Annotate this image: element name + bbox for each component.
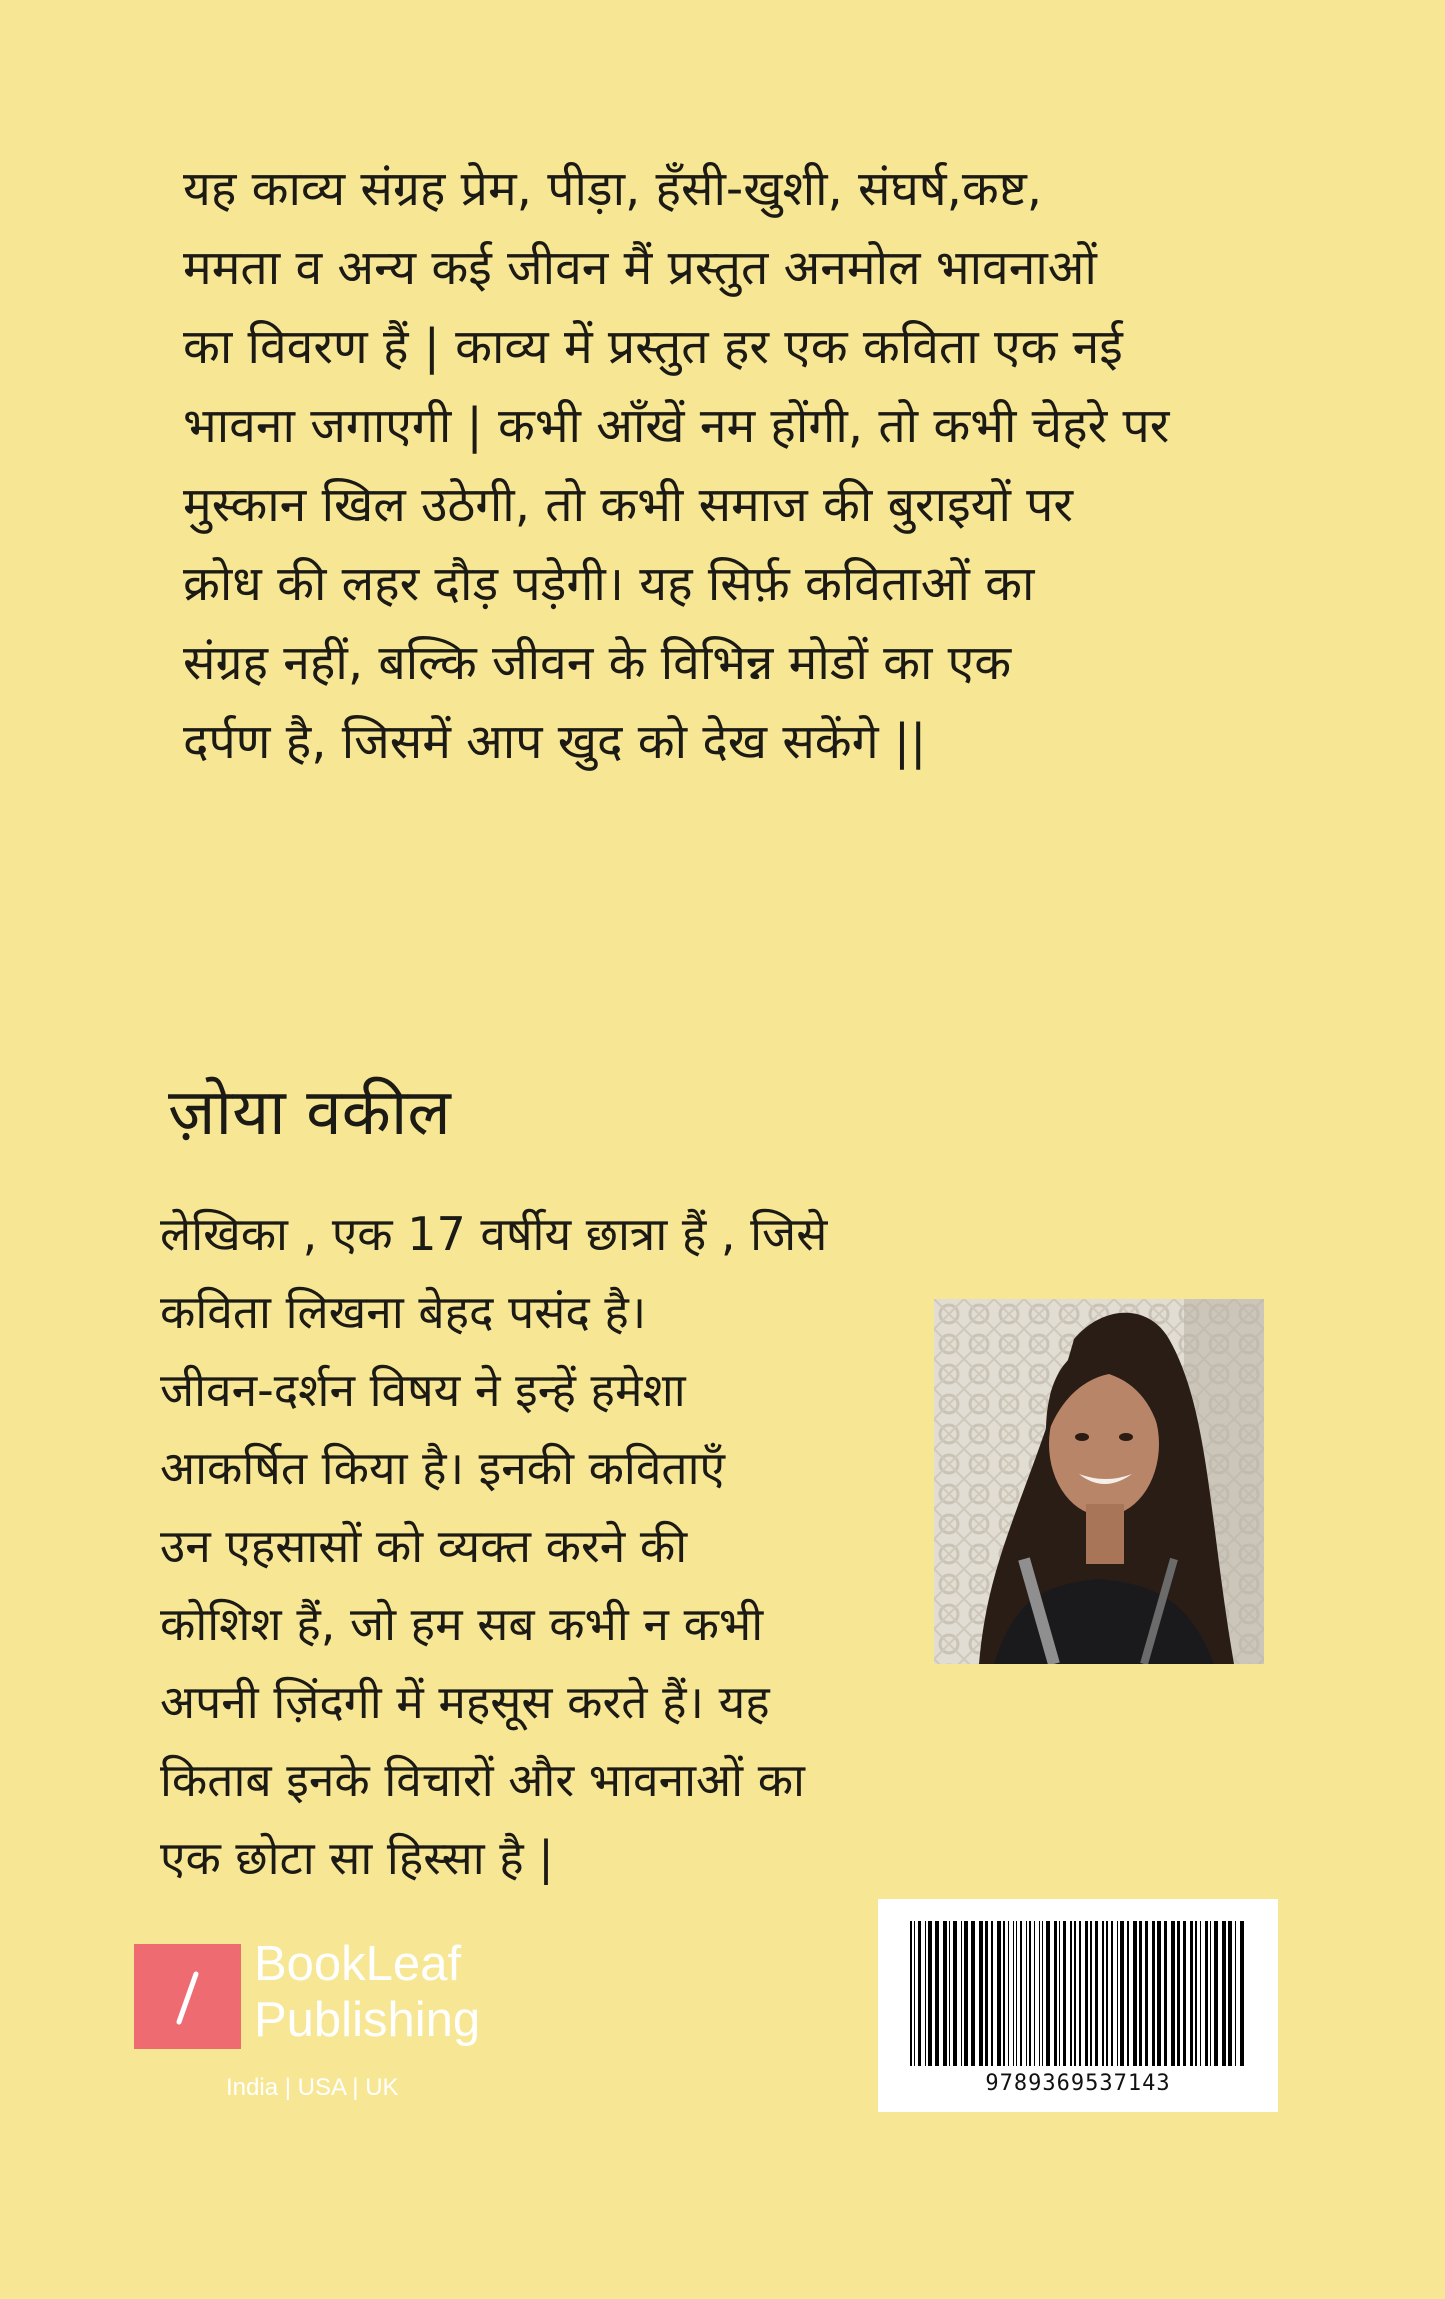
barcode-bar [1145,1921,1148,2066]
blurb-line: मुस्कान खिल उठेगी, तो कभी समाज की बुराइयों पर [183,477,1074,533]
barcode-bar [1034,1921,1035,2066]
barcode-bar [1008,1921,1009,2066]
author-photo [934,1299,1264,1664]
barcode-bar [1059,1921,1060,2066]
barcode-bar [1205,1921,1208,2066]
blurb-line: दर्पण है, जिसमें आप खुद को देख सकेंगे || [183,714,927,770]
bio-line: एक छोटा सा हिस्सा है | [160,1831,554,1885]
barcode-bar [1013,1921,1014,2066]
book-blurb [183,150,1223,782]
barcode-bar [953,1921,957,2066]
isbn-barcode [878,1899,1278,2112]
barcode-bar [1095,1921,1098,2066]
author-name: ज़ोया वकील [168,1076,451,1150]
barcode-bar [1074,1921,1076,2066]
barcode-bar [1003,1921,1005,2066]
barcode-bar [991,1921,993,2066]
barcode-bar [1117,1921,1118,2066]
isbn-number: 9789369537143 [985,2071,1171,2096]
bio-line: किताब इनके विचारों और भावनाओं का [160,1753,805,1807]
blurb-line: का विवरण हैं | काव्य में प्रस्तुत हर एक कविता एक नई [183,319,1123,375]
barcode-bar [1200,1921,1201,2066]
blurb-line: भावना जगाएगी | कभी आँखें नम होंगी, तो कभी चेहरे पर [183,398,1170,454]
publisher-name-line1: BookLeaf [254,1937,462,1991]
barcode-bar [1070,1921,1072,2066]
blurb-line: क्रोध की लहर दौड़ पड़ेगी। यह सिर्फ़ कविताओं का [183,556,1035,612]
barcode-bar [1016,1921,1017,2066]
barcode-bar [925,1921,926,2066]
blurb-line: ममता व अन्य कई जीवन मैं प्रस्तुत अनमोल भावनाओं [183,240,1097,296]
bio-line: जीवन-दर्शन विषय ने इन्हें हमेशा [160,1363,686,1417]
barcode-bar [1210,1921,1211,2066]
barcode-bar [935,1921,939,2066]
barcode-bar [1054,1921,1057,2066]
barcode-bar [918,1921,921,2066]
barcode-bar [1195,1921,1197,2066]
barcode-bar [1157,1921,1161,2066]
barcode-bar [910,1921,912,2066]
author-bio [160,1195,860,1897]
barcode-bar [949,1921,950,2066]
publisher-regions: India | USA | UK [226,2074,399,2101]
barcode-bar [1085,1921,1088,2066]
barcode-bar [1228,1921,1232,2066]
barcode-bar [997,1921,1001,2066]
barcode-bar [1029,1921,1031,2066]
barcode-bar [1139,1921,1142,2066]
bio-line: कोशिश हैं, जो हम सब कभी न कभी [160,1597,764,1651]
barcode-bar [1127,1921,1129,2066]
publisher-name [254,1936,480,2048]
barcode-bar [943,1921,947,2066]
barcode-bar [1214,1921,1218,2066]
barcode-bar [1026,1921,1027,2066]
barcode-bar [1079,1921,1081,2066]
barcode-bar [1152,1921,1155,2066]
barcode-bar [1046,1921,1050,2066]
bio-line: अपनी ज़िंदगी में महसूस करते हैं। यह [160,1675,770,1729]
barcode-bar [971,1921,975,2066]
barcode-bar [1164,1921,1167,2066]
barcode-bar [1190,1921,1193,2066]
barcode-bar [1235,1921,1236,2066]
barcode-bar [1120,1921,1124,2066]
barcode-bar [1090,1921,1092,2066]
barcode-bar [1240,1921,1244,2066]
barcode-bar [1111,1921,1113,2066]
publisher-name-line2: Publishing [254,1993,481,2047]
barcode-bar [914,1921,915,2066]
barcode-bar [961,1921,962,2066]
barcode-bars [908,1921,1248,2066]
barcode-bar [1183,1921,1186,2066]
barcode-bar [1020,1921,1022,2066]
barcode-bar [1171,1921,1175,2066]
barcode-bar [1063,1921,1066,2066]
barcode-bar [1102,1921,1104,2066]
barcode-bar [1133,1921,1137,2066]
blurb-line: यह काव्य संग्रह प्रेम, पीड़ा, हँसी-खुशी, संघर्ष,कष्ट, [183,161,1043,217]
barcode-bar [1106,1921,1108,2066]
barcode-bar [1039,1921,1040,2066]
blurb-line: संग्रह नहीं, बल्कि जीवन के विभिन्न मोडों का एक [183,635,1012,691]
publisher-logo [134,1937,554,2114]
barcode-bar [979,1921,983,2066]
barcode-bar [1222,1921,1226,2066]
barcode-bar [928,1921,932,2066]
author-photo-illustration [934,1299,1264,1664]
barcode-bar [1042,1921,1043,2066]
bio-line: लेखिका , एक 17 वर्षीय छात्रा हैं , जिसे [160,1207,828,1261]
bio-line: कविता लिखना बेहद पसंद है। [160,1285,647,1339]
barcode-bar [964,1921,968,2066]
publisher-slash-icon [134,1944,241,2049]
bio-line: उन एहसासों को व्यक्त करने की [160,1519,688,1573]
bio-line: आकर्षित किया है। इनकी कविताएँ [160,1441,725,1495]
barcode-bar [985,1921,988,2066]
barcode-bar [1177,1921,1180,2066]
